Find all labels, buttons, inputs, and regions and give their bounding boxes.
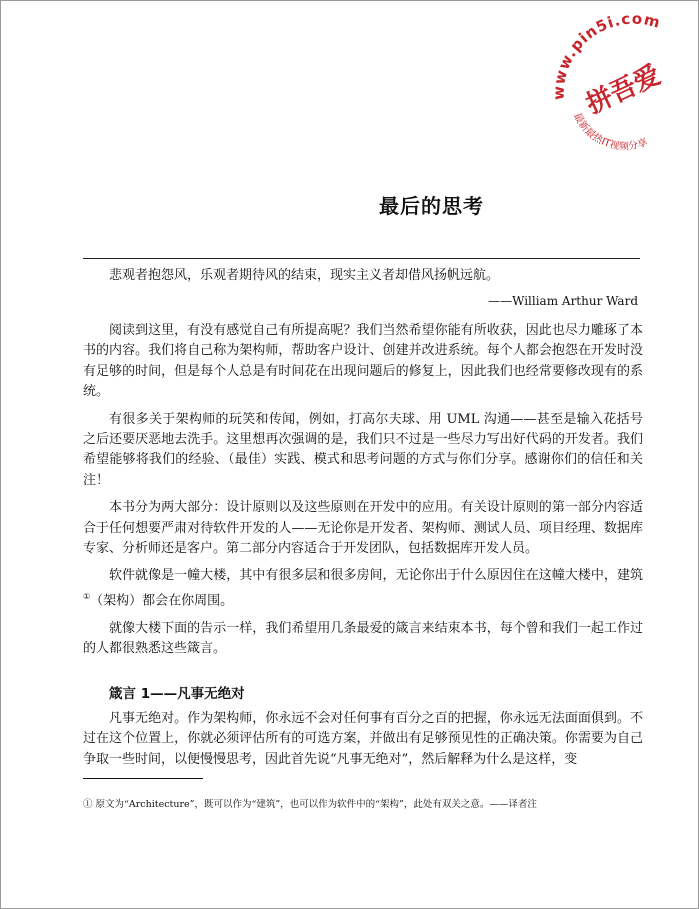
chapter-title: 最后的思考 (379, 194, 484, 218)
footnote-marker[interactable]: ① (83, 591, 91, 601)
paragraph: 本书分为两大部分：设计原则以及这些原则在开发中的应用。有关设计原则的第一部分内容适合于任何想要严肃对待软件开发的人——无论你是开发者、架构师、测试人员、项目经理、数据库专家、分析师还是客户。第二部分内容适合于开发团队，包括数据库开发人员。 (83, 500, 643, 557)
watermark-url: www.pin5i.com (549, 9, 663, 101)
epigraph-quote: 悲观者抱怨风，乐观者期待风的结束，现实主义者却借风扬帆远航。 (109, 268, 500, 283)
body-text (83, 321, 643, 666)
paragraph: 阅读到这里，有没有感觉自己有所提高呢？我们当然希望你能有所收获，因此也尽力雕琢了本书的内容。我们将自己称为架构师，帮助客户设计、创建并改进系统。每个人都会抱怨在开发时没有足够的时间，但是每个人总是有时间花在出现问题后的修复上，因此我们也经常要修改现有的系统。 (83, 323, 643, 400)
footnote-rule (83, 778, 203, 779)
paragraph-text: （架构）都会在你周围。 (90, 593, 234, 609)
section-body (83, 709, 643, 770)
watermark-brand: 拼吾爱 (581, 60, 666, 121)
footnote: ① 原文为“Architecture”，既可以作为“建筑”，也可以作为软件中的“架构”，此处有双关之意。——译者注 (83, 799, 537, 810)
watermark-slogan: 最新最热IT视频分享 (571, 111, 650, 153)
paragraph: 就像大楼下面的告示一样，我们希望用几条最爱的箴言来结束本书，每个曾和我们一起工作过的人都很熟悉这些箴言。 (83, 620, 643, 657)
paragraph-text: 软件就像是一幢大楼，其中有很多层和很多房间，无论你出于什么原因住在这幢大楼中，建筑 (109, 568, 643, 584)
paragraph: 凡事无绝对。作为架构师，你永远不会对任何事有百分之百的把握，你永远无法面面俱到。不过在这个位置上，你就必须评估所有的可选方案，并做出有足够预见性的正确决策。你需要为自己争取一些时间，以便慢慢思考，因此首先说“凡事无绝对”，然后解释为什么是这样，变 (83, 711, 643, 767)
epigraph-attribution: ——William Arthur Ward (488, 294, 638, 308)
paragraph: 有很多关于架构师的玩笑和传闻，例如，打高尔夫球、用 UML 沟通——甚至是输入花括号之后还要厌恶地去洗手。这里想再次强调的是，我们只不过是一些尽力写出好代码的开发者。我们希望能够将我们的经验、（最佳）实践、模式和思考问题的方式与你们分享。感谢你们的信任和关注！ (83, 411, 643, 488)
paragraph (83, 566, 643, 611)
watermark-stamp (544, 5, 694, 155)
header-rule (83, 258, 640, 259)
section-heading: 箴言 1——凡事无绝对 (109, 686, 245, 702)
